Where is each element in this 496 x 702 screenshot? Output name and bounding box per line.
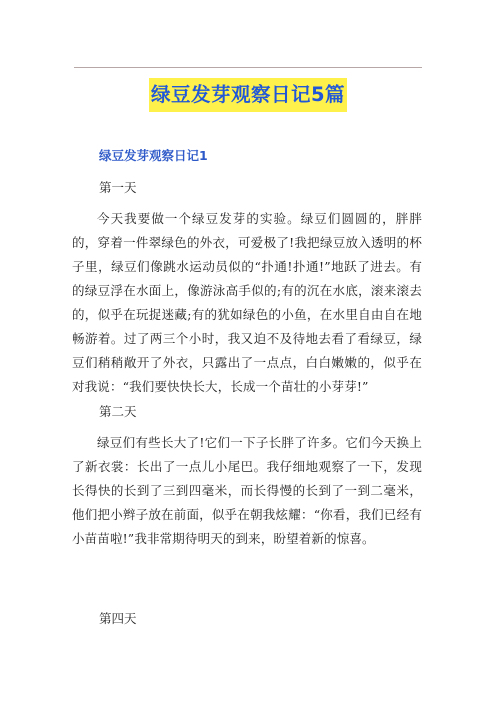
entry-day-label: 第四天 — [99, 611, 137, 626]
header-divider — [74, 67, 422, 68]
section-title: 绿豆发芽观察日记1 — [99, 148, 208, 163]
entry-paragraph: 今天我要做一个绿豆发芽的实验。绿豆们圆圆的，胖胖的，穿着一件翠绿色的外衣，可爱极了!我把绿豆放入透明的杯子里，绿豆们像跳水运动员似的“扑通!扑通!”地跃了进去。有的绿豆浮在水面上，像游泳高手似的;有的沉在水底，滚来滚去的，似乎在玩捉迷藏;有的犹如绿色的小鱼，在水里自由自在地畅游着。过了两三个小时，我又迫不及待地去看了看绿豆，绿豆们稍稍敞开了外衣，只露出了一点点，白白嫩嫩的，似乎在对我说：“我们要快快长大，长成一个苗壮的小芽芽!” — [72, 211, 422, 394]
document-title: 绿豆发芽观察日记5篇 — [149, 78, 347, 112]
entry-paragraph: 绿豆们有些长大了!它们一下子长胖了许多。它们今天换上了新衣裳：长出了一点儿小尾巴。我仔细地观察了一下，发现长得快的长到了三到四毫米，而长得慢的长到了一到二毫米，他们把小辫子放在前面，似乎在朝我炫耀：“你看，我们已经有小苗苗啦!”我非常期待明天的到来，盼望着新的惊喜。 — [72, 435, 422, 546]
entry-day-label: 第一天 — [99, 180, 137, 195]
entry-day-label: 第二天 — [99, 404, 137, 419]
title-container — [0, 78, 496, 112]
